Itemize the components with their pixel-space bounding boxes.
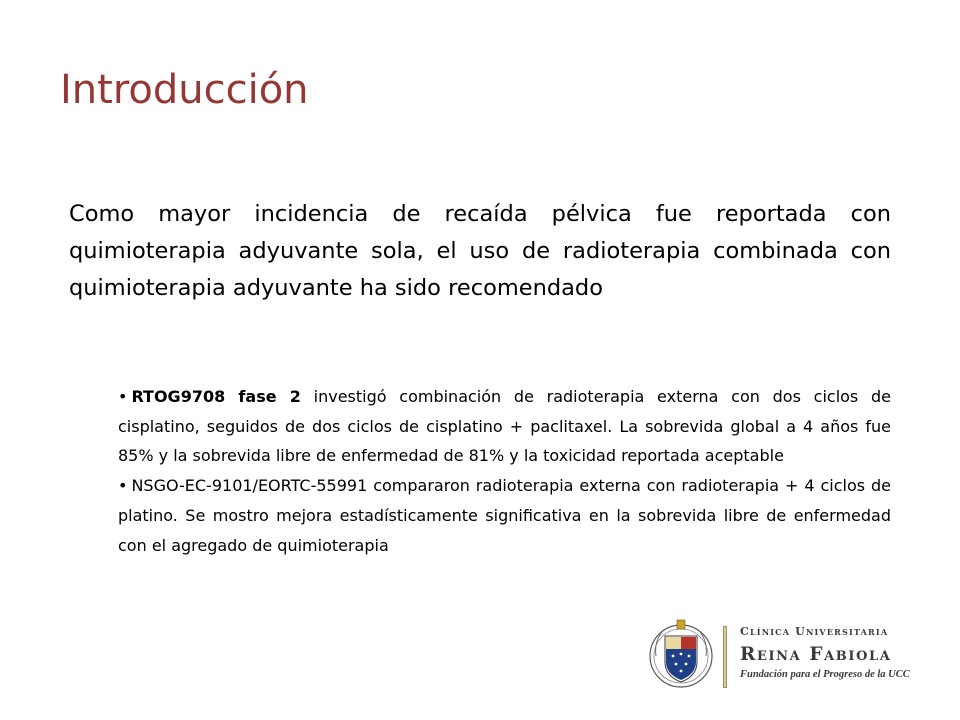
logo-line-fundacion: Fundación para el Progreso de la UCC xyxy=(740,669,910,680)
university-crest-icon xyxy=(648,616,714,696)
bullet-list xyxy=(118,382,891,560)
bullet-item-rtog xyxy=(118,382,891,471)
logo-text xyxy=(740,624,940,682)
bullet-marker: • xyxy=(118,476,128,496)
bullet-text: investigó combinación de radioterapia externa con dos ciclos de cisplatino, seguidos de dos ciclos de cisplatino + paclitaxel. La sobrevida global a 4 años fue 85% y la sobrevida libre de enfermedad de 81% y la toxicidad reportada aceptable xyxy=(118,387,892,466)
bullet-bold-label: RTOG9708 fase 2 xyxy=(131,387,301,406)
bullet-text: NSGO-EC-9101/EORTC-55991 compararon radioterapia externa con radioterapia + 4 ciclos de platino. Se mostro mejora estadísticamente significativa en la sobrevida libre de enfermedad con el agregado de quimioterapia xyxy=(118,476,891,555)
bullet-item-nsgo xyxy=(118,471,891,560)
logo-line-reina-fabiola: Reina Fabiola xyxy=(740,644,892,665)
logo-line-clinica: Clínica Universitaria xyxy=(740,625,889,638)
logo-divider xyxy=(723,626,727,688)
slide-title: Introducción xyxy=(60,67,309,113)
clinic-logo xyxy=(648,616,938,712)
bullet-marker: • xyxy=(118,387,128,406)
intro-paragraph: Como mayor incidencia de recaída pélvica fue reportada con quimioterapia adyuvante sola, el uso de radioterapia combinada con quimioterapia adyuvante ha sido recomendado xyxy=(69,201,891,301)
